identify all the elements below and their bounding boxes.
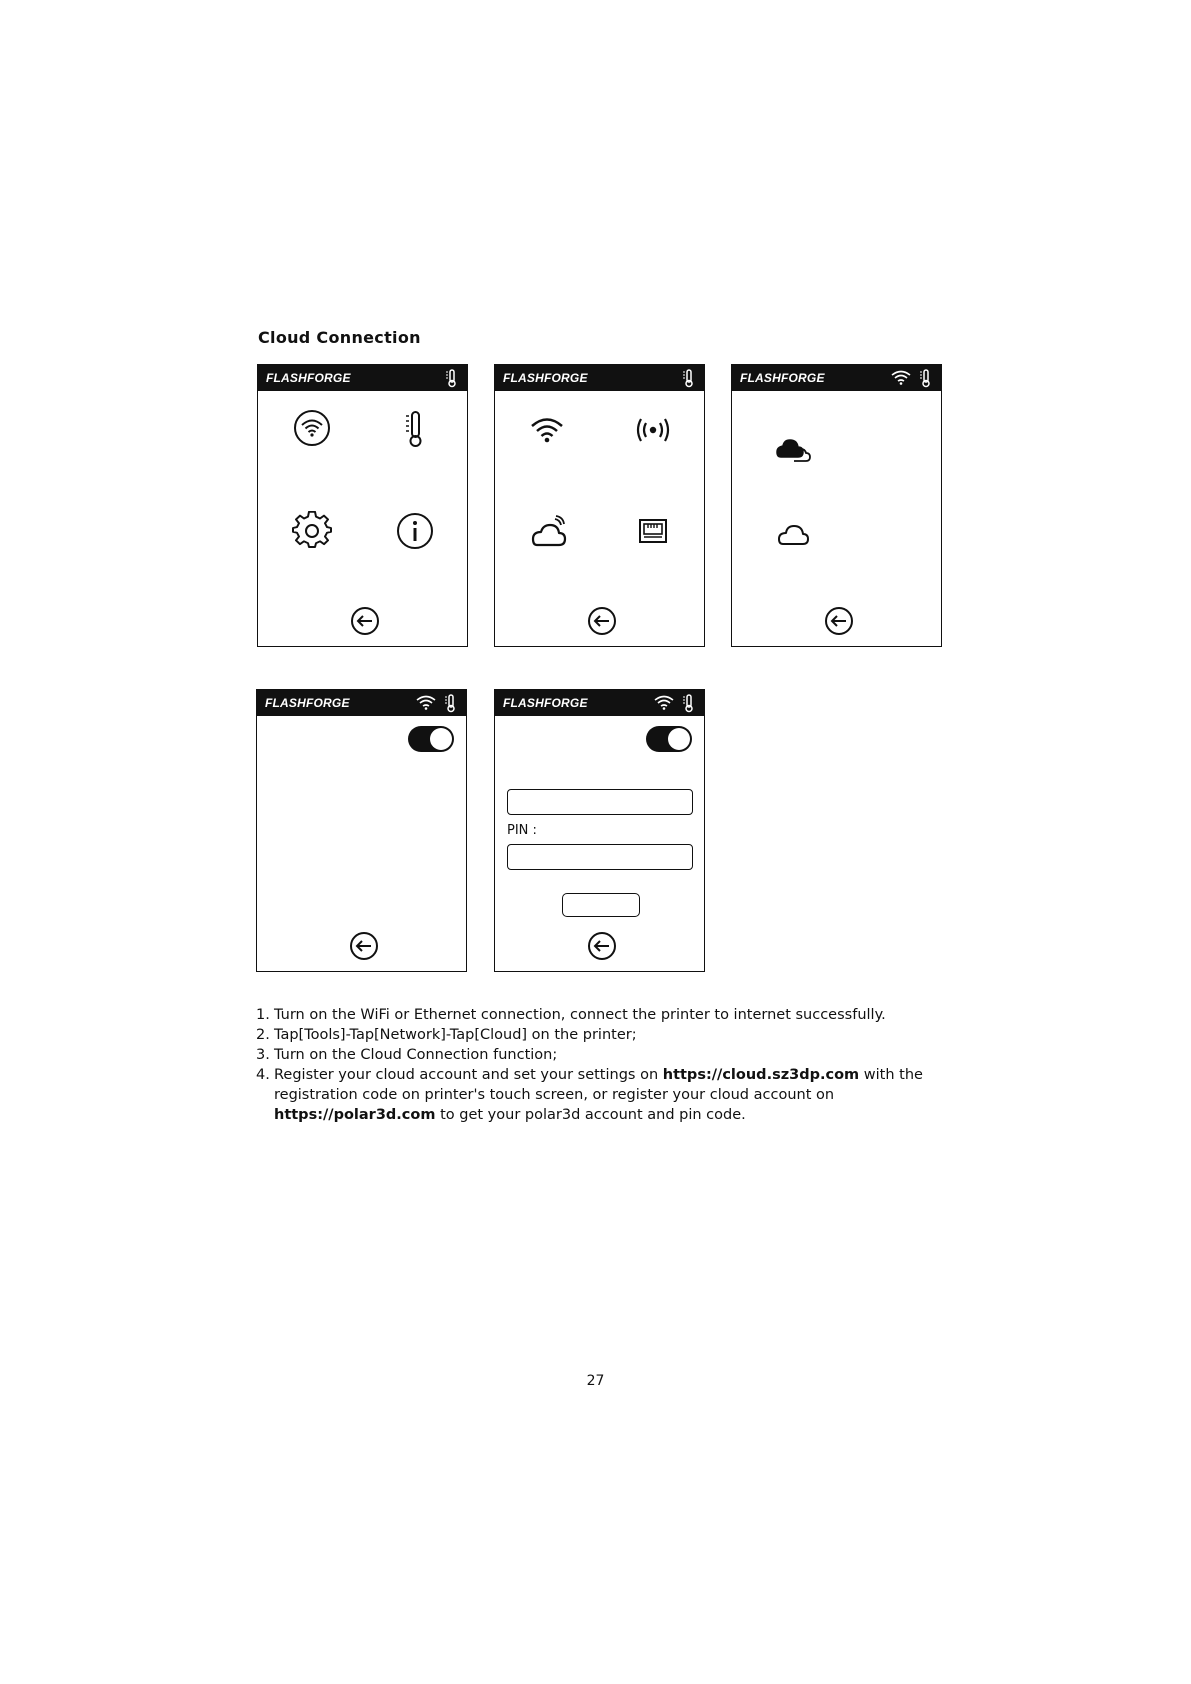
instruction-step: [256, 1065, 956, 1125]
instruction-step: [256, 1025, 956, 1045]
screen-header: [495, 365, 704, 391]
screen-header: [257, 690, 466, 716]
toggle-knob: [430, 728, 452, 750]
screen-polar-login: [494, 689, 705, 972]
hotspot-button[interactable]: [635, 415, 671, 445]
step-text: to get your polar3d account and pin code.: [435, 1107, 746, 1123]
screen-cloud-toggle: [256, 689, 467, 972]
login-button[interactable]: [562, 893, 640, 917]
cloud-button[interactable]: [529, 515, 567, 549]
cloud-button[interactable]: [776, 521, 810, 547]
wifi-icon: [654, 695, 674, 711]
step-text: Turn on the Cloud Connection function;: [274, 1047, 558, 1063]
settings-gear-button[interactable]: [292, 511, 332, 551]
wifi-button[interactable]: [529, 415, 565, 445]
instruction-step: [256, 1005, 956, 1025]
step-number: 2.: [256, 1027, 270, 1043]
screen-tools-menu: [257, 364, 468, 647]
back-button[interactable]: [587, 931, 617, 961]
screen-network-menu: [494, 364, 705, 647]
pin-label: PIN :: [507, 823, 537, 838]
section-title: Cloud Connection: [258, 328, 421, 347]
brand-logo: FLASHFORGE: [740, 371, 825, 385]
thermometer-icon: [444, 693, 458, 713]
screen-header: [732, 365, 941, 391]
polar-cloud-button[interactable]: [776, 437, 812, 463]
cloud-connection-toggle[interactable]: [408, 726, 454, 752]
screen-header: [258, 365, 467, 391]
cloud-url-link[interactable]: https://cloud.sz3dp.com: [662, 1067, 860, 1083]
screen-header: [495, 690, 704, 716]
pin-field[interactable]: [507, 844, 693, 870]
step-text: with the registration code on printer's touch screen, or register your cloud account on: [274, 1067, 923, 1103]
brand-logo: FLASHFORGE: [265, 696, 350, 710]
ethernet-button[interactable]: [638, 518, 668, 546]
instruction-step: [256, 1045, 956, 1065]
step-number: 1.: [256, 1007, 270, 1023]
toggle-knob: [668, 728, 690, 750]
brand-logo: FLASHFORGE: [503, 371, 588, 385]
back-button[interactable]: [587, 606, 617, 636]
thermometer-icon: [682, 368, 696, 388]
polar3d-url-link[interactable]: https://polar3d.com: [274, 1107, 436, 1123]
thermometer-icon: [682, 693, 696, 713]
back-button[interactable]: [349, 931, 379, 961]
thermometer-icon: [919, 368, 933, 388]
brand-logo: FLASHFORGE: [503, 696, 588, 710]
back-button[interactable]: [824, 606, 854, 636]
network-wifi-button[interactable]: [293, 409, 331, 447]
info-button[interactable]: [395, 511, 435, 551]
screen-cloud-menu: [731, 364, 942, 647]
instructions-list: [256, 1005, 956, 1125]
back-button[interactable]: [350, 606, 380, 636]
wifi-icon: [891, 370, 911, 386]
brand-logo: FLASHFORGE: [266, 371, 351, 385]
step-text: Tap[Tools]-Tap[Network]-Tap[Cloud] on the printer;: [274, 1027, 637, 1043]
cloud-connection-toggle[interactable]: [646, 726, 692, 752]
step-number: 4.: [256, 1067, 270, 1083]
thermometer-button[interactable]: [402, 409, 428, 449]
step-text: Register your cloud account and set your settings on: [274, 1067, 663, 1083]
step-number: 3.: [256, 1047, 270, 1063]
thermometer-icon: [445, 368, 459, 388]
account-field[interactable]: [507, 789, 693, 815]
wifi-icon: [416, 695, 436, 711]
step-text: Turn on the WiFi or Ethernet connection, connect the printer to internet successfully.: [274, 1007, 886, 1023]
page-number: 27: [586, 1373, 605, 1389]
